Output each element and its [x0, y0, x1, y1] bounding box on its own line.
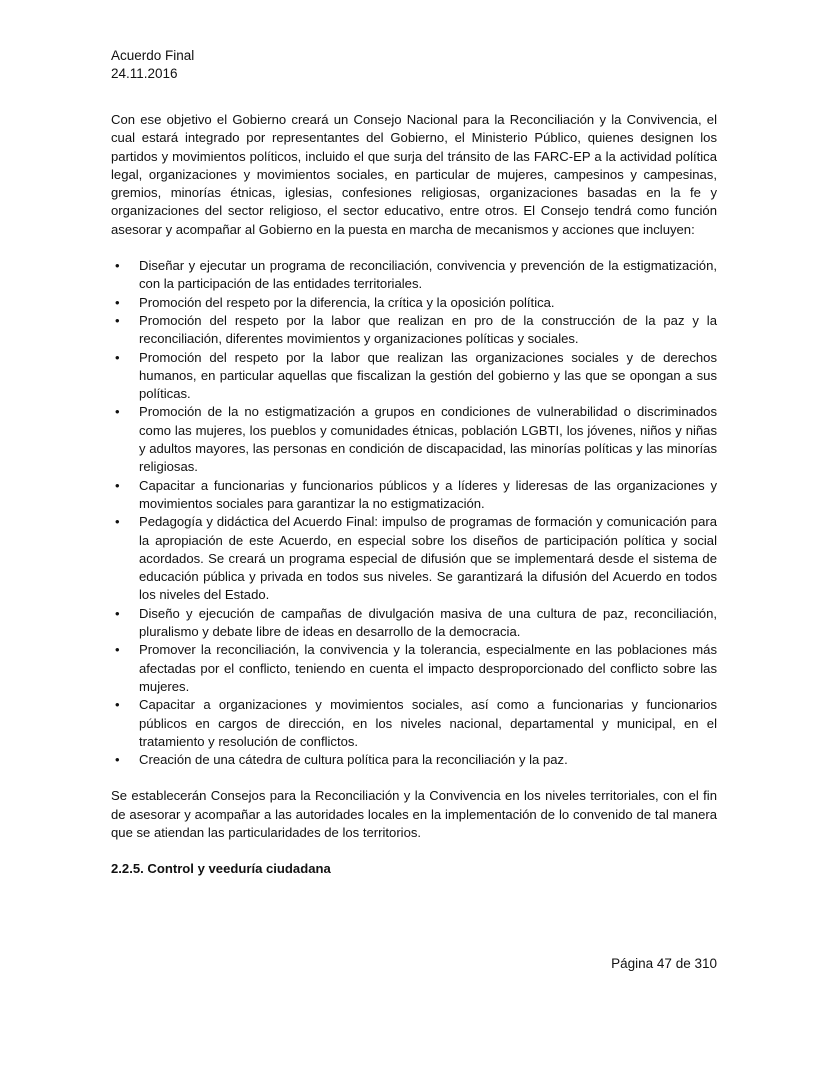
list-item-text: Capacitar a funcionarias y funcionarios públicos y a líderes y lideresas de las organizaciones y movimientos sociales para garantizar la no estigmatización.	[139, 477, 717, 511]
bullet-icon: •	[115, 752, 120, 768]
bullet-icon: •	[115, 349, 120, 365]
page-content	[111, 111, 717, 879]
bullet-icon: •	[115, 642, 120, 658]
list-item-text: Creación de una cátedra de cultura política para la reconciliación y la paz.	[139, 752, 568, 768]
document-date: 24.11.2016	[111, 66, 178, 81]
page-number: Página 47 de 310	[611, 956, 717, 971]
list-item-text: Diseño y ejecución de campañas de divulgación masiva de una cultura de paz, reconciliación, pluralismo y debate libre de ideas en desarrollo de la democracia.	[139, 605, 717, 640]
bullet-icon: •	[115, 514, 120, 530]
bullet-list	[111, 257, 717, 769]
list-item	[111, 477, 717, 514]
list-item	[111, 257, 717, 294]
list-item	[111, 513, 717, 604]
list-item	[111, 403, 717, 476]
document-title: Acuerdo Final	[111, 48, 195, 63]
list-item-text: Promoción del respeto por la diferencia, la crítica y la oposición política.	[139, 294, 555, 310]
bullet-icon: •	[115, 258, 120, 274]
list-item	[111, 641, 717, 696]
list-item-text: Promover la reconciliación, la convivencia y la tolerancia, especialmente en las poblaciones más afectadas por el conflicto, teniendo en cuenta el impacto desproporcionado del conflicto sobre las mujeres.	[139, 642, 717, 694]
bullet-icon: •	[115, 477, 120, 493]
section-heading: 2.2.5. Control y veeduría ciudadana	[111, 861, 331, 877]
list-item	[111, 751, 717, 769]
page-header	[111, 47, 194, 83]
list-item-text: Promoción del respeto por la labor que realizan en pro de la construcción de la paz y la reconciliación, diferentes movimientos y organizaciones políticas y sociales.	[139, 312, 717, 347]
list-item	[111, 605, 717, 642]
list-item	[111, 312, 717, 349]
list-item	[111, 294, 717, 312]
bullet-icon: •	[115, 294, 120, 310]
list-item-text: Promoción de la no estigmatización a grupos en condiciones de vulnerabilidad o discriminados como las mujeres, los pueblos y comunidades étnicas, población LGBTI, los jóvenes, niños y niñas y adultos mayores, las personas en condición de discapacidad, las minorías políticas y las minorías religiosas.	[139, 404, 717, 475]
bullet-icon: •	[115, 697, 120, 713]
list-item	[111, 696, 717, 751]
bullet-icon: •	[115, 312, 120, 328]
list-item-text: Capacitar a organizaciones y movimientos sociales, así como a funcionarias y funcionarios públicos en cargos de dirección, en los niveles nacional, departamental y municipal, en el tratamiento y resolución de conflictos.	[139, 697, 717, 749]
list-item-text: Diseñar y ejecutar un programa de reconciliación, convivencia y prevención de la estigmatización, con la participación de las entidades territoriales.	[139, 258, 717, 292]
list-item	[111, 349, 717, 404]
bullet-icon: •	[115, 605, 120, 621]
list-item-text: Promoción del respeto por la labor que realizan las organizaciones sociales y de derechos humanos, en particular aquellas que fiscalizan la gestión del gobierno y las que se opongan a sus políticas.	[139, 349, 717, 402]
bullet-icon: •	[115, 404, 120, 420]
closing-paragraph: Se establecerán Consejos para la Reconciliación y la Convivencia en los niveles territoriales, con el fin de asesorar y acompañar a las autoridades locales en la implementación de lo convenido de tal manera que se atiendan las particularidades de los territorios.	[111, 788, 717, 840]
list-item-text: Pedagogía y didáctica del Acuerdo Final: impulso de programas de formación y comunicación para la apropiación de este Acuerdo, en especial sobre los diseños de participación política y social acordados. Se creará un programa especial de difusión que se implementará desde el sistema de educación pública y privada en todos sus niveles. Se garantizará la difusión del Acuerdo en todos los niveles del Estado.	[139, 514, 717, 603]
intro-paragraph: Con ese objetivo el Gobierno creará un Consejo Nacional para la Reconciliación y la Convivencia, el cual estará integrado por representantes del Gobierno, el Ministerio Público, quienes designen los partidos y movimientos políticos, incluido el que surja del tránsito de las FARC-EP a la actividad política legal, organizaciones y movimientos sociales, en particular de mujeres, campesinos y campesinas, gremios, minorías étnicas, iglesias, confesiones religiosas, organizaciones basadas en la fe y organizaciones del sector religioso, el sector educativo, entre otros. El Consejo tendrá como función asesorar y acompañar al Gobierno en la puesta en marcha de mecanismos y acciones que incluyen:	[111, 112, 717, 237]
